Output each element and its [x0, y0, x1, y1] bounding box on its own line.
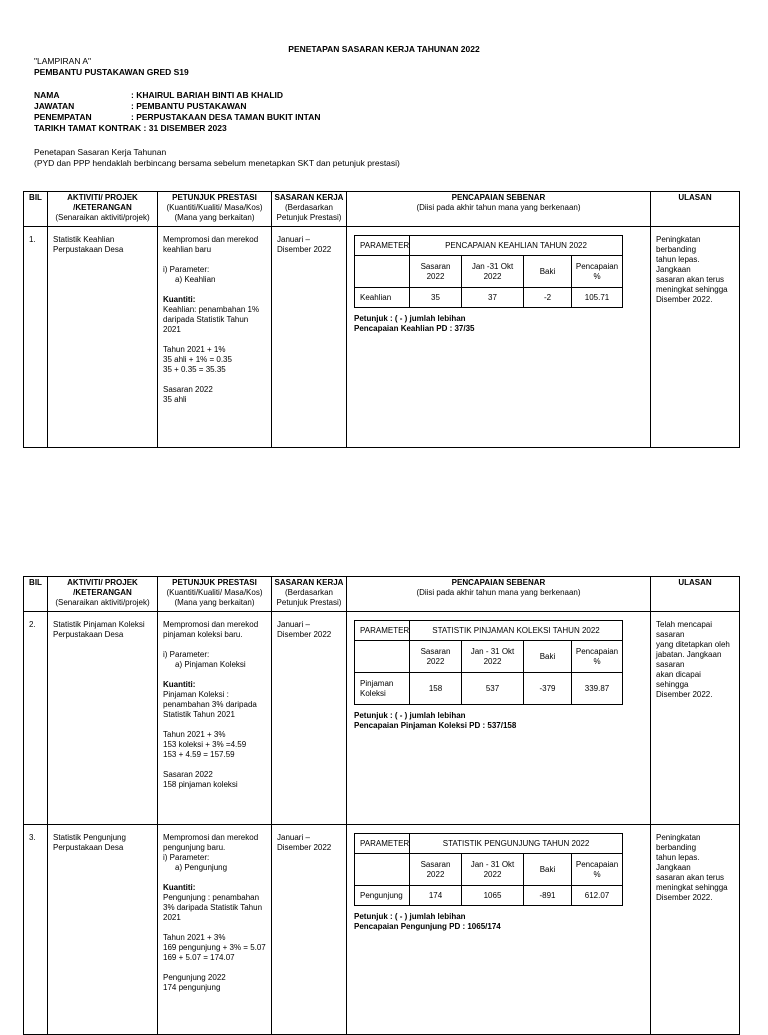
row-parameter-item: a) Pinjaman Koleksi	[175, 660, 246, 669]
inner-h-pct-2: %	[593, 656, 601, 666]
petunjuk-note: Petunjuk : ( - ) jumlah lebihan	[354, 314, 466, 323]
row-kuantiti-label: Kuantiti:	[163, 883, 196, 892]
row-petunjuk-intro-2: pinjaman koleksi baru.	[163, 630, 243, 639]
inner-h-pct: Pencapaian	[575, 646, 619, 656]
row-calc: Tahun 2021 + 3%	[163, 933, 226, 942]
inner-pct: 612.07	[572, 886, 623, 906]
inner-h-pct-2: %	[593, 271, 601, 281]
field-jawatan-label: JAWATAN	[34, 101, 75, 111]
row-petunjuk-intro-2: pengunjung baru.	[163, 843, 226, 852]
col-aktiviti-2: /KETERANGAN	[73, 203, 132, 212]
row-sasaran-label: Sasaran 2022	[163, 385, 213, 394]
row-kuantiti-3: 2021	[163, 913, 181, 922]
col-sasaran: SASARAN KERJA	[274, 578, 344, 587]
inner-h-pct: Pencapaian	[575, 261, 619, 271]
row-bil: 3.	[29, 833, 36, 842]
penetapan-note: (PYD dan PPP hendaklah berbincang bersama sebelum menetapkan SKT dan petunjuk prestasi)	[34, 158, 400, 168]
inner-h-sasaran-2: 2022	[426, 656, 445, 666]
field-jawatan-value: : PEMBANTU PUSTAKAWAN	[131, 101, 247, 111]
field-nama-label: NAMA	[34, 90, 60, 100]
inner-label: Keahlian	[355, 288, 410, 308]
inner-h-jan-2: 2022	[483, 869, 502, 879]
field-penempatan-value: : PERPUSTAKAAN DESA TAMAN BUKIT INTAN	[131, 112, 321, 122]
col-petunjuk-3: (Mana yang berkaitan)	[174, 213, 255, 222]
col-sasaran: SASARAN KERJA	[274, 193, 344, 202]
row-sasaran-label: Sasaran 2022	[163, 770, 213, 779]
row-ulasan-2: yang ditetapkan oleh	[656, 640, 730, 649]
inner-jan: 1065	[462, 886, 524, 906]
inner-h-jan-2: 2022	[483, 271, 502, 281]
col-aktiviti-3: (Senaraikan aktiviti/projek)	[55, 598, 150, 607]
field-nama-value: : KHAIRUL BARIAH BINTI AB KHALID	[131, 90, 284, 100]
col-ulasan: ULASAN	[678, 578, 712, 587]
row-ulasan-3: jabatan. Jangkaan sasaran	[656, 650, 722, 669]
row-kuantiti-3: 2021	[163, 325, 181, 334]
row-kuantiti-label: Kuantiti:	[163, 295, 196, 304]
row-calc: Tahun 2021 + 3%	[163, 730, 226, 739]
row-ulasan-5: Disember 2022.	[656, 295, 713, 304]
row-kuantiti: Pengunjung : penambahan	[163, 893, 260, 902]
inner-param: PARAMETER	[355, 621, 410, 641]
row-kuantiti-2: 3% daripada Statistik Tahun	[163, 903, 263, 912]
row-parameter-item: a) Keahlian	[175, 275, 216, 284]
col-pencapaian-2: (Diisi pada akhir tahun mana yang berkenaan)	[416, 588, 581, 597]
row-calc-2: 169 pengunjung + 3% = 5.07	[163, 943, 266, 952]
inner-h-sasaran: Sasaran	[420, 859, 451, 869]
row-parameter-label: i) Parameter:	[163, 650, 210, 659]
row-bil: 1.	[29, 235, 36, 244]
row-masa: Januari –	[277, 620, 310, 629]
row-calc: Tahun 2021 + 1%	[163, 345, 226, 354]
gred-label: PEMBANTU PUSTAKAWAN GRED S19	[34, 67, 189, 77]
row-sasaran-value: 158 pinjaman koleksi	[163, 780, 238, 789]
row-kuantiti-2: penambahan 3% daripada	[163, 700, 257, 709]
inner-baki: -891	[524, 886, 572, 906]
inner-h-sasaran: Sasaran	[420, 646, 451, 656]
inner-h-sasaran-2: 2022	[426, 869, 445, 879]
row-masa-2: Disember 2022	[277, 843, 332, 852]
row-kuantiti: Pinjaman Koleksi :	[163, 690, 229, 699]
inner-pct: 339.87	[572, 673, 623, 705]
row-ulasan: Peningkatan berbanding	[656, 833, 701, 852]
row-aktiviti: Statistik Keahlian	[53, 235, 115, 244]
pencapaian-inner-table	[354, 620, 623, 705]
inner-h-sasaran: Sasaran	[420, 261, 451, 271]
col-ulasan: ULASAN	[678, 193, 712, 202]
table-header-row	[24, 577, 740, 612]
inner-h-pct-2: %	[593, 869, 601, 879]
row-petunjuk-intro: Mempromosi dan merekod	[163, 235, 259, 244]
inner-heading: PENCAPAIAN KEAHLIAN TAHUN 2022	[410, 236, 623, 256]
row-parameter-label: i) Parameter:	[163, 265, 210, 274]
field-kontrak: TARIKH TAMAT KONTRAK : 31 DISEMBER 2023	[34, 123, 227, 133]
row-calc-3: 35 + 0.35 = 35.35	[163, 365, 226, 374]
inner-param: PARAMETER	[355, 834, 410, 854]
row-ulasan: Telah mencapai sasaran	[656, 620, 713, 639]
row-ulasan-4: meningkat sehingga	[656, 883, 728, 892]
row-aktiviti-2: Perpustakaan Desa	[53, 245, 124, 254]
row-kuantiti: Keahlian: penambahan 1%	[163, 305, 260, 314]
inner-h-baki: Baki	[524, 641, 572, 673]
inner-h-sasaran-2: 2022	[426, 271, 445, 281]
inner-sasaran: 174	[410, 886, 462, 906]
inner-label: Pinjaman	[360, 678, 394, 688]
table-header-row	[24, 192, 740, 227]
col-aktiviti-3: (Senaraikan aktiviti/projek)	[55, 213, 150, 222]
inner-sasaran: 158	[410, 673, 462, 705]
inner-heading: STATISTIK PINJAMAN KOLEKSI TAHUN 2022	[410, 621, 623, 641]
col-aktiviti: AKTIVITI/ PROJEK	[67, 578, 138, 587]
table-row	[24, 227, 740, 448]
pencapaian-pd: Pencapaian Pengunjung PD : 1065/174	[354, 922, 501, 931]
inner-h-jan: Jan - 31 Okt	[470, 859, 515, 869]
row-ulasan-4: meningkat sehingga	[656, 285, 728, 294]
row-petunjuk-intro: Mempromosi dan merekod	[163, 833, 259, 842]
pencapaian-pd: Pencapaian Keahlian PD : 37/35	[354, 324, 475, 333]
row-ulasan-2: tahun lepas. Jangkaan	[656, 853, 700, 872]
inner-h-pct: Pencapaian	[575, 859, 619, 869]
col-sasaran-3: Petunjuk Prestasi)	[276, 213, 342, 222]
skt-table-1	[23, 191, 740, 448]
col-petunjuk-2: (Kuantiti/Kualiti/ Masa/Kos)	[166, 203, 263, 212]
row-ulasan-5: Disember 2022.	[656, 893, 713, 902]
row-sasaran-value: 35 ahli	[163, 395, 187, 404]
row-petunjuk-intro-2: keahlian baru	[163, 245, 212, 254]
row-ulasan-4: akan dicapai sehingga	[656, 670, 701, 689]
pencapaian-inner-table	[354, 833, 623, 906]
row-masa-2: Disember 2022	[277, 245, 332, 254]
col-aktiviti: AKTIVITI/ PROJEK	[67, 193, 138, 202]
row-ulasan-3: sasaran akan terus	[656, 275, 725, 284]
inner-h-baki: Baki	[524, 256, 572, 288]
col-petunjuk: PETUNJUK PRESTASI	[172, 578, 257, 587]
pencapaian-inner-table	[354, 235, 623, 308]
penetapan-label: Penetapan Sasaran Kerja Tahunan	[34, 147, 167, 157]
inner-label: Pengunjung	[355, 886, 410, 906]
row-kuantiti-3: Statistik Tahun 2021	[163, 710, 235, 719]
inner-sasaran: 35	[410, 288, 462, 308]
col-petunjuk: PETUNJUK PRESTASI	[172, 193, 257, 202]
inner-jan: 37	[462, 288, 524, 308]
row-kuantiti-2: daripada Statistik Tahun	[163, 315, 249, 324]
row-ulasan-2: tahun lepas. Jangkaan	[656, 255, 700, 274]
row-aktiviti: Statistik Pengunjung	[53, 833, 126, 842]
row-calc-2: 35 ahli + 1% = 0.35	[163, 355, 232, 364]
lampiran-label: "LAMPIRAN A"	[34, 56, 92, 66]
row-masa: Januari –	[277, 833, 310, 842]
row-masa: Januari –	[277, 235, 310, 244]
col-pencapaian-2: (Diisi pada akhir tahun mana yang berkenaan)	[416, 203, 581, 212]
col-sasaran-3: Petunjuk Prestasi)	[276, 598, 342, 607]
field-penempatan-label: PENEMPATAN	[34, 112, 92, 122]
row-bil: 2.	[29, 620, 36, 629]
row-calc-2: 153 koleksi + 3% =4.59	[163, 740, 247, 749]
row-ulasan-3: sasaran akan terus	[656, 873, 725, 882]
inner-baki: -379	[524, 673, 572, 705]
inner-pct: 105.71	[572, 288, 623, 308]
col-pencapaian: PENCAPAIAN SEBENAR	[451, 193, 546, 202]
col-sasaran-2: (Berdasarkan	[284, 588, 334, 597]
row-masa-2: Disember 2022	[277, 630, 332, 639]
row-aktiviti-2: Perpustakaan Desa	[53, 630, 124, 639]
inner-h-baki: Baki	[524, 854, 572, 886]
col-bil: BIL	[29, 193, 42, 202]
petunjuk-note: Petunjuk : ( - ) jumlah lebihan	[354, 912, 466, 921]
inner-h-jan: Jan -31 Okt	[471, 261, 514, 271]
col-petunjuk-2: (Kuantiti/Kualiti/ Masa/Kos)	[166, 588, 263, 597]
table-row	[24, 825, 740, 1035]
col-bil: BIL	[29, 578, 42, 587]
inner-param: PARAMETER	[355, 236, 410, 256]
row-calc-3: 169 + 5.07 = 174.07	[163, 953, 235, 962]
col-sasaran-2: (Berdasarkan	[284, 203, 334, 212]
page-title: PENETAPAN SASARAN KERJA TAHUNAN 2022	[288, 44, 480, 54]
row-parameter-label: i) Parameter:	[163, 853, 210, 862]
row-parameter-item: a) Pengunjung	[175, 863, 228, 872]
pencapaian-pd: Pencapaian Pinjaman Koleksi PD : 537/158	[354, 721, 517, 730]
row-aktiviti-2: Perpustakaan Desa	[53, 843, 124, 852]
inner-heading: STATISTIK PENGUNJUNG TAHUN 2022	[410, 834, 623, 854]
row-sasaran-value: 174 pengunjung	[163, 983, 221, 992]
row-petunjuk-intro: Mempromosi dan merekod	[163, 620, 259, 629]
table-row	[24, 612, 740, 825]
inner-label-2: Koleksi	[360, 688, 386, 698]
inner-jan: 537	[462, 673, 524, 705]
row-ulasan: Peningkatan berbanding	[656, 235, 701, 254]
skt-table-2	[23, 576, 740, 1035]
inner-h-jan: Jan - 31 Okt	[470, 646, 515, 656]
col-aktiviti-2: /KETERANGAN	[73, 588, 132, 597]
inner-h-jan-2: 2022	[483, 656, 502, 666]
row-aktiviti: Statistik Pinjaman Koleksi	[53, 620, 145, 629]
row-ulasan-5: Disember 2022.	[656, 690, 713, 699]
row-sasaran-label: Pengunjung 2022	[163, 973, 226, 982]
inner-baki: -2	[524, 288, 572, 308]
petunjuk-note: Petunjuk : ( - ) jumlah lebihan	[354, 711, 466, 720]
col-petunjuk-3: (Mana yang berkaitan)	[174, 598, 255, 607]
row-kuantiti-label: Kuantiti:	[163, 680, 196, 689]
row-calc-3: 153 + 4.59 = 157.59	[163, 750, 235, 759]
col-pencapaian: PENCAPAIAN SEBENAR	[451, 578, 546, 587]
